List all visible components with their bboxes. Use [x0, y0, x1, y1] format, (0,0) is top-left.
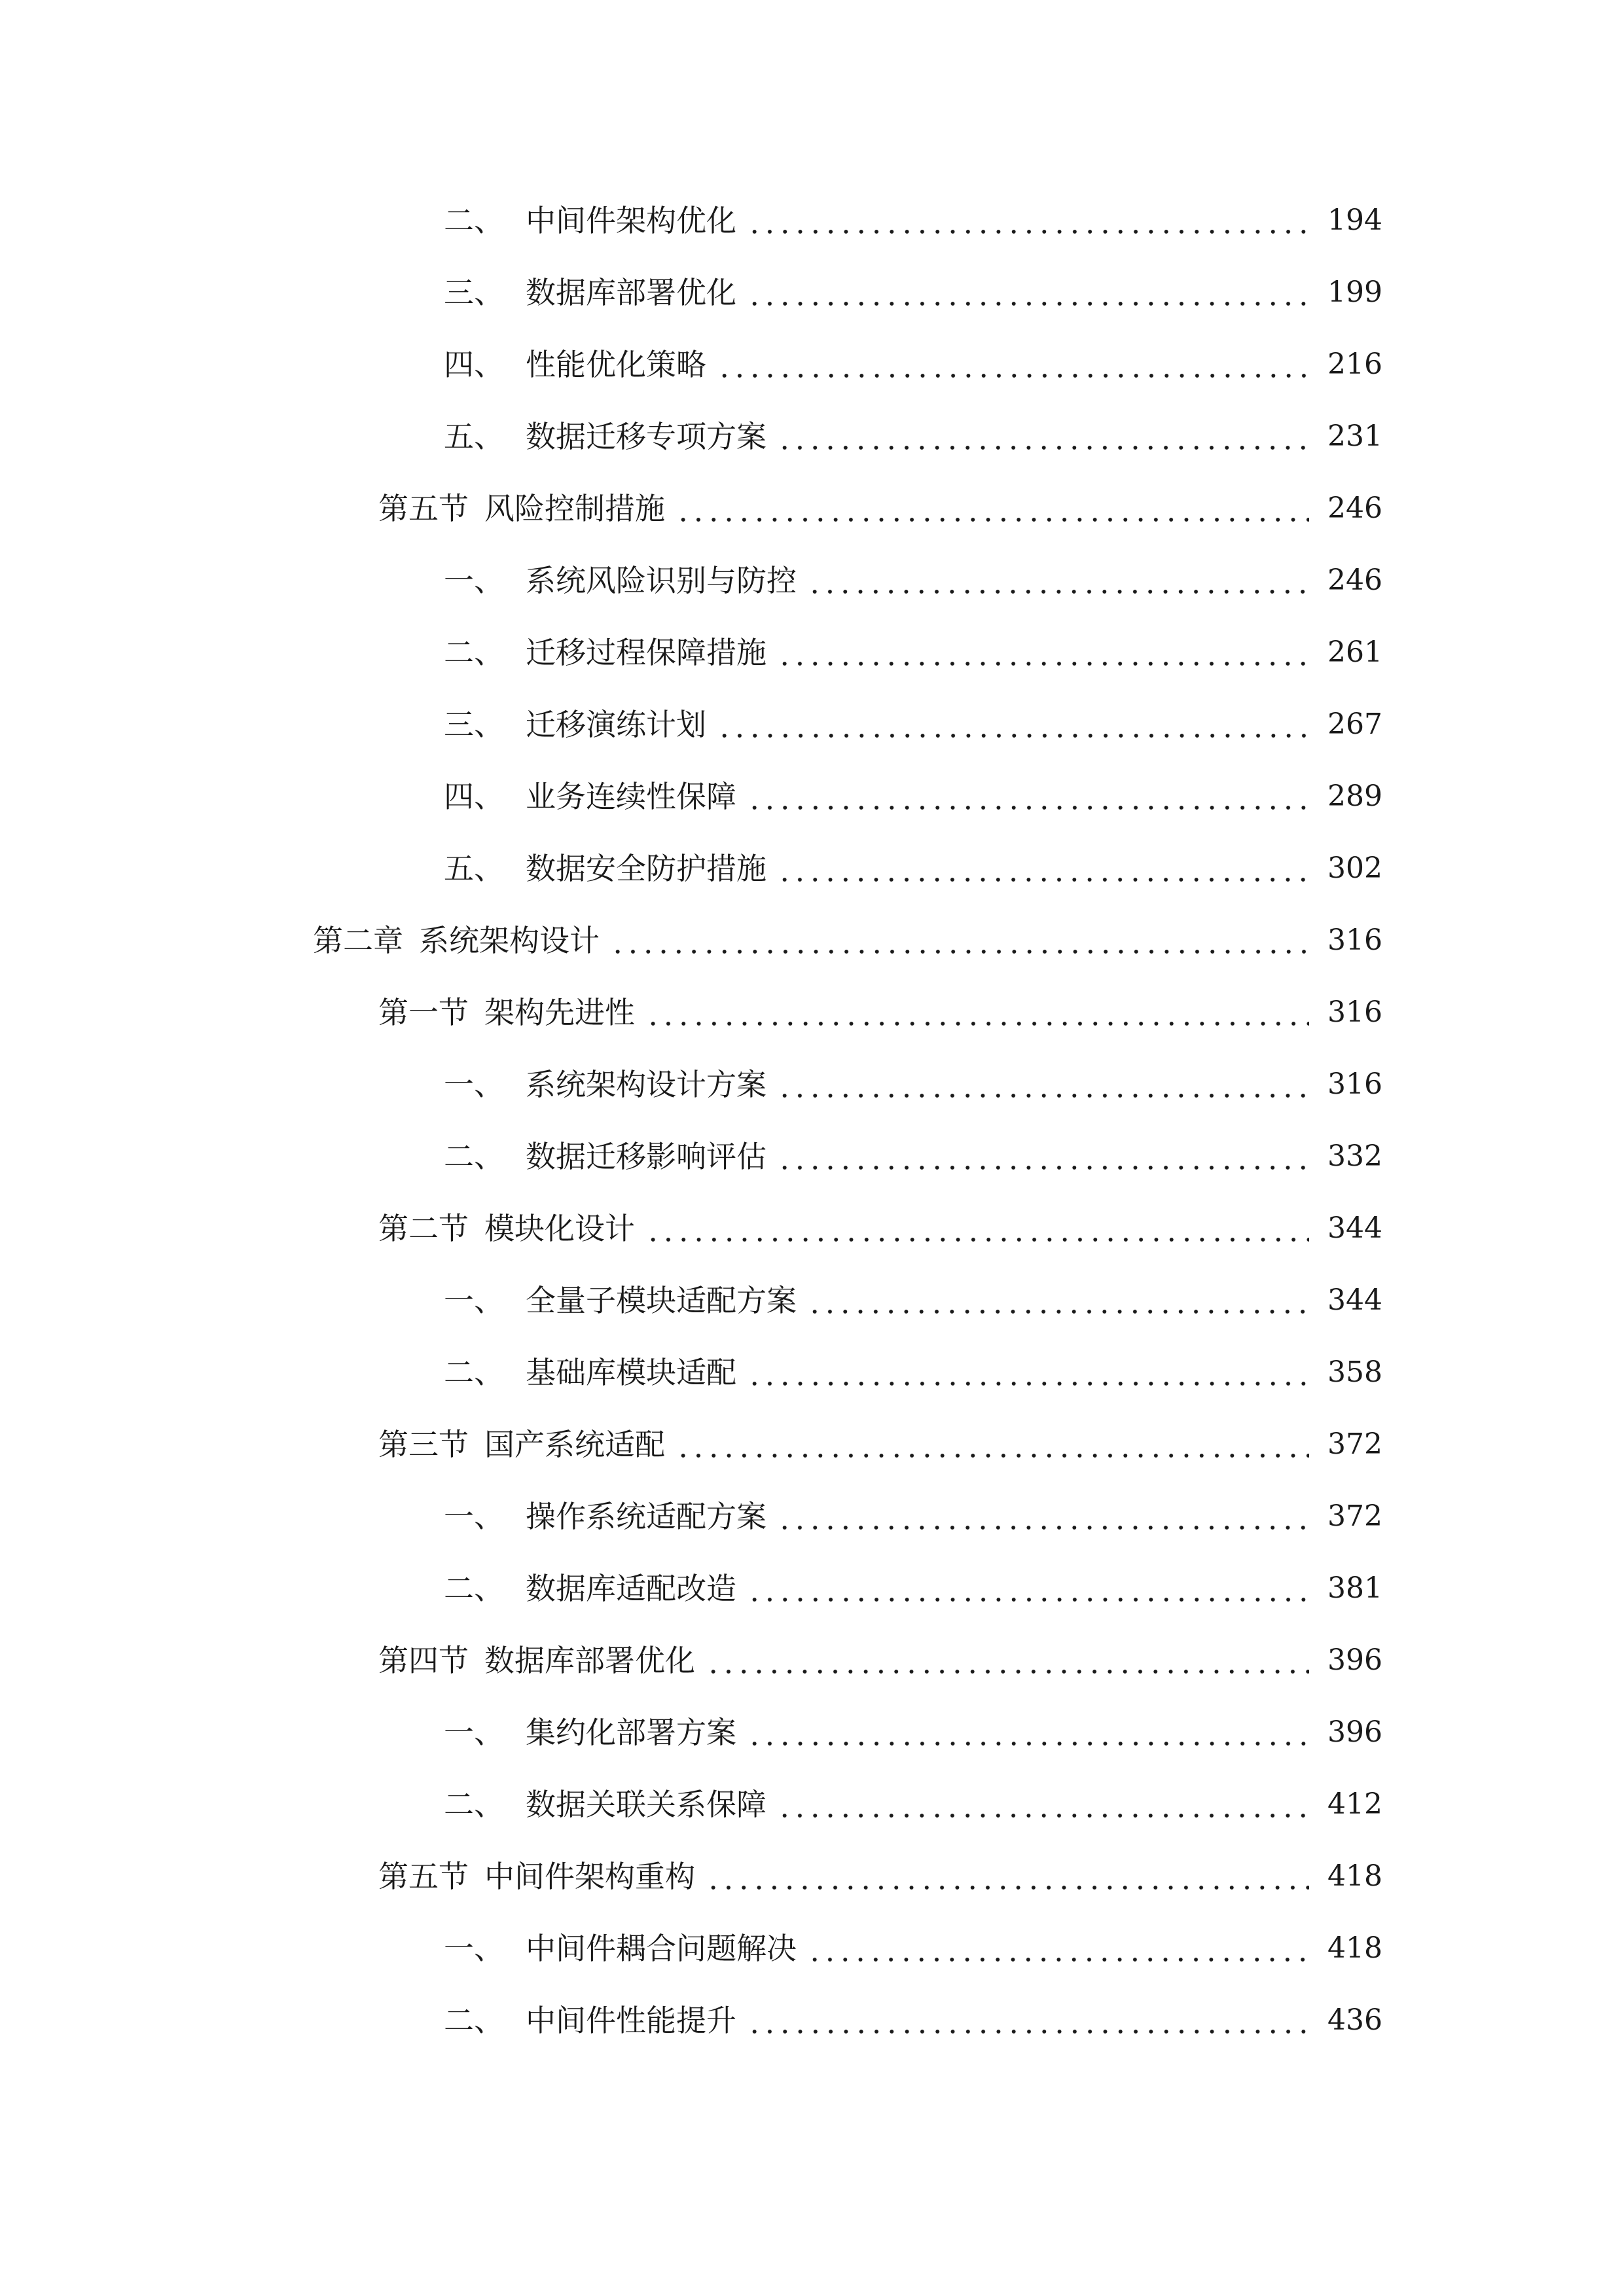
toc-entry-number: 一、: [444, 1283, 504, 1318]
toc-entry-number: 第二章: [313, 923, 403, 958]
toc-entry-number: 四、: [444, 779, 504, 814]
toc-entry-title: 数据迁移影响评估: [526, 1139, 767, 1174]
toc-entry[interactable]: [0, 1624, 1624, 1696]
toc-entry-page-number: 418: [1327, 1931, 1382, 1965]
toc-entry-number: 二、: [444, 1571, 504, 1606]
dot-leader: [807, 1285, 1309, 1316]
toc-entry-page-number: 316: [1327, 996, 1382, 1029]
dot-leader: [777, 1069, 1309, 1100]
toc-entry[interactable]: [0, 1408, 1624, 1480]
dot-leader: [706, 1645, 1309, 1676]
dot-leader: [610, 925, 1309, 956]
toc-entry-title: 基础库模块适配: [526, 1355, 736, 1390]
toc-entry[interactable]: [0, 1552, 1624, 1624]
toc-entry[interactable]: [0, 977, 1624, 1049]
toc-entry-title: 数据安全防护措施: [526, 851, 767, 886]
dot-leader: [747, 1717, 1309, 1748]
toc-entry-title: 架构先进性: [484, 995, 635, 1030]
dot-leader: [777, 1141, 1309, 1172]
toc-entry-page-number: 289: [1327, 780, 1382, 813]
toc-entry-number: 第四节: [378, 1643, 469, 1678]
dot-leader: [777, 1501, 1309, 1532]
toc-entry[interactable]: [0, 1336, 1624, 1408]
toc-entry-title: 数据库部署优化: [526, 275, 736, 310]
toc-entry-page-number: 332: [1327, 1139, 1382, 1173]
toc-entry-title: 操作系统适配方案: [526, 1499, 767, 1534]
toc-entry-title: 模块化设计: [484, 1211, 635, 1246]
toc-entry-number: 二、: [444, 2003, 504, 2038]
toc-entry-page-number: 194: [1327, 204, 1382, 237]
toc-entry-number: 第二节: [378, 1211, 469, 1246]
toc-entry-number: 一、: [444, 563, 504, 598]
toc-entry-title: 数据库部署优化: [484, 1643, 695, 1678]
toc-entry-number: 五、: [444, 851, 504, 886]
toc-entry-page-number: 246: [1327, 564, 1382, 597]
dot-leader: [706, 1861, 1309, 1892]
dot-leader: [676, 1429, 1309, 1460]
toc-entry-page-number: 302: [1327, 852, 1382, 885]
dot-leader: [777, 853, 1309, 884]
toc-entry-title: 中间件性能提升: [526, 2003, 736, 2038]
toc-entry-title: 数据关联关系保障: [526, 1787, 767, 1822]
dot-leader: [717, 709, 1309, 740]
dot-leader: [747, 206, 1309, 236]
dot-leader: [777, 1789, 1309, 1820]
toc-entry[interactable]: [0, 1480, 1624, 1552]
toc-entry-number: 二、: [444, 203, 504, 238]
toc-entry-title: 系统架构设计: [419, 923, 600, 958]
toc-entry-number: 第五节: [378, 1859, 469, 1894]
table-of-contents: [0, 185, 1624, 2056]
toc-entry-page-number: 344: [1327, 1211, 1382, 1245]
toc-entry[interactable]: [0, 833, 1624, 905]
dot-leader: [747, 781, 1309, 812]
toc-entry[interactable]: [0, 1193, 1624, 1265]
toc-entry-number: 三、: [444, 275, 504, 310]
toc-entry-title: 全量子模块适配方案: [526, 1283, 797, 1318]
toc-entry-page-number: 246: [1327, 492, 1382, 525]
dot-leader: [747, 1573, 1309, 1604]
toc-entry[interactable]: [0, 1840, 1624, 1912]
toc-entry[interactable]: [0, 401, 1624, 473]
toc-entry-page-number: 316: [1327, 1067, 1382, 1101]
dot-leader: [717, 350, 1309, 380]
toc-entry[interactable]: [0, 329, 1624, 401]
toc-entry-title: 集约化部署方案: [526, 1715, 736, 1750]
toc-entry-number: 二、: [444, 635, 504, 670]
toc-entry[interactable]: [0, 689, 1624, 761]
toc-entry-number: 二、: [444, 1355, 504, 1390]
toc-entry[interactable]: [0, 761, 1624, 833]
toc-entry-title: 中间件架构优化: [526, 203, 736, 238]
toc-entry-number: 一、: [444, 1067, 504, 1102]
toc-entry-title: 性能优化策略: [526, 347, 706, 382]
toc-entry-page-number: 267: [1327, 708, 1382, 741]
toc-entry-title: 数据迁移专项方案: [526, 419, 767, 454]
dot-leader: [777, 637, 1309, 668]
toc-entry[interactable]: [0, 1768, 1624, 1840]
dot-leader: [747, 278, 1309, 308]
toc-entry-title: 系统风险识别与防控: [526, 563, 797, 598]
toc-entry[interactable]: [0, 1696, 1624, 1768]
toc-entry[interactable]: [0, 1049, 1624, 1121]
dot-leader: [807, 565, 1309, 596]
toc-entry-page-number: 216: [1327, 348, 1382, 381]
toc-entry-page-number: 316: [1327, 924, 1382, 957]
toc-entry-page-number: 344: [1327, 1283, 1382, 1317]
dot-leader: [747, 1357, 1309, 1388]
toc-entry-number: 第一节: [378, 995, 469, 1030]
toc-entry-number: 一、: [444, 1499, 504, 1534]
toc-entry[interactable]: [0, 1912, 1624, 1984]
toc-entry-number: 五、: [444, 419, 504, 454]
toc-entry-title: 业务连续性保障: [526, 779, 736, 814]
toc-entry[interactable]: [0, 1265, 1624, 1336]
toc-entry-page-number: 436: [1327, 2003, 1382, 2037]
toc-entry-number: 三、: [444, 707, 504, 742]
toc-entry-page-number: 199: [1327, 276, 1382, 309]
toc-entry[interactable]: [0, 473, 1624, 545]
toc-entry-title: 风险控制措施: [484, 491, 665, 526]
toc-entry[interactable]: [0, 1121, 1624, 1193]
dot-leader: [747, 2005, 1309, 2036]
dot-leader: [807, 1933, 1309, 1964]
toc-entry-page-number: 412: [1327, 1787, 1382, 1821]
toc-entry[interactable]: [0, 617, 1624, 689]
toc-entry[interactable]: [0, 185, 1624, 257]
toc-entry-title: 中间件耦合问题解决: [526, 1931, 797, 1966]
toc-entry-page-number: 372: [1327, 1427, 1382, 1461]
toc-entry-page-number: 381: [1327, 1571, 1382, 1605]
toc-entry-page-number: 396: [1327, 1715, 1382, 1749]
toc-entry-title: 中间件架构重构: [484, 1859, 695, 1894]
toc-entry-page-number: 261: [1327, 636, 1382, 669]
toc-entry-title: 国产系统适配: [484, 1427, 665, 1462]
toc-entry-number: 四、: [444, 347, 504, 382]
toc-entry-number: 一、: [444, 1931, 504, 1966]
toc-entry-title: 迁移演练计划: [526, 707, 706, 742]
toc-entry-page-number: 358: [1327, 1355, 1382, 1389]
toc-entry-title: 数据库适配改造: [526, 1571, 736, 1606]
dot-leader: [777, 422, 1309, 452]
toc-entry-page-number: 418: [1327, 1859, 1382, 1893]
toc-entry[interactable]: [0, 545, 1624, 617]
dot-leader: [645, 997, 1309, 1028]
toc-entry-page-number: 231: [1327, 420, 1382, 453]
toc-entry-number: 第三节: [378, 1427, 469, 1462]
dot-leader: [645, 1213, 1309, 1244]
toc-entry[interactable]: [0, 905, 1624, 977]
toc-entry[interactable]: [0, 257, 1624, 329]
toc-entry-number: 二、: [444, 1139, 504, 1174]
toc-entry-number: 一、: [444, 1715, 504, 1750]
toc-entry-title: 迁移过程保障措施: [526, 635, 767, 670]
toc-entry-page-number: 372: [1327, 1499, 1382, 1533]
toc-entry-title: 系统架构设计方案: [526, 1067, 767, 1102]
toc-entry[interactable]: [0, 1984, 1624, 2056]
toc-entry-number: 第五节: [378, 491, 469, 526]
toc-entry-page-number: 396: [1327, 1643, 1382, 1677]
toc-entry-number: 二、: [444, 1787, 504, 1822]
dot-leader: [676, 493, 1309, 524]
